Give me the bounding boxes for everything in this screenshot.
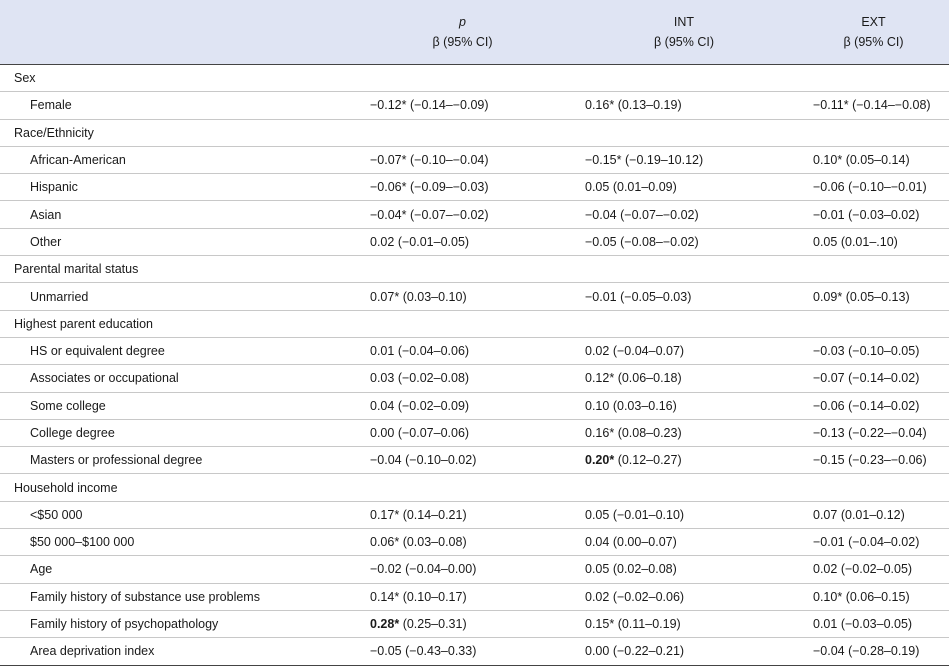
row-label: Age: [30, 562, 53, 577]
cell: [570, 283, 798, 310]
estimate: 0.05: [585, 180, 610, 195]
cell: [355, 638, 570, 665]
confidence-interval: (−0.23–−0.06): [848, 453, 927, 468]
table-row: [0, 638, 949, 665]
confidence-interval: (0.00–0.07): [612, 535, 677, 550]
cell: [570, 447, 798, 474]
header-sub-p: β (95% CI): [432, 35, 493, 49]
table-row: [0, 392, 949, 419]
confidence-interval: (−0.02–0.08): [397, 371, 470, 386]
cell: [798, 529, 949, 556]
cell: [355, 310, 570, 337]
estimate: 0.05: [813, 234, 838, 249]
estimate: 0.04: [370, 398, 395, 413]
estimate: 0.09*: [813, 289, 843, 304]
table-row: [0, 337, 949, 364]
confidence-interval: (−0.05–0.03): [620, 289, 692, 304]
estimate: 0.06*: [370, 535, 400, 550]
estimate: 0.00: [585, 644, 610, 659]
cell: [355, 201, 570, 228]
cell: [570, 474, 798, 501]
cell: [355, 583, 570, 610]
confidence-interval: (0.05–0.13): [845, 289, 910, 304]
confidence-interval: (−0.10–0.05): [848, 344, 920, 359]
cell: [798, 119, 949, 146]
estimate: −0.06: [813, 180, 845, 195]
estimate: −0.07*: [370, 153, 407, 168]
confidence-interval: (−0.04–0.07): [612, 344, 685, 359]
estimate: 0.00: [370, 426, 395, 440]
confidence-interval: (0.12–0.27): [617, 453, 682, 468]
cell: [798, 638, 949, 665]
estimate: −0.02: [370, 562, 402, 577]
confidence-interval: (−0.07–0.06): [397, 426, 470, 440]
cell: [355, 529, 570, 556]
estimate: −0.05: [370, 644, 402, 659]
estimate: −0.06*: [370, 180, 407, 195]
estimate: −0.01: [813, 535, 845, 550]
estimate: 0.16*: [585, 98, 615, 113]
estimate: −0.04: [585, 207, 617, 222]
header-col-ext: EXT: [861, 15, 886, 29]
header-sub-ext: β (95% CI): [843, 35, 904, 49]
estimate: 0.02: [813, 562, 838, 577]
header-sub-int: β (95% CI): [654, 35, 714, 49]
confidence-interval: (−0.43–0.33): [405, 644, 477, 659]
confidence-interval: (0.08–0.23): [617, 426, 682, 440]
cell: [570, 419, 798, 446]
estimate: 0.10*: [813, 589, 843, 604]
table-row: [0, 529, 949, 556]
cell: [570, 638, 798, 665]
row-label: <$50 000: [30, 507, 83, 522]
cell: [570, 365, 798, 392]
estimate: 0.05: [585, 562, 610, 577]
row-label: Family history of psychopathology: [30, 617, 219, 632]
confidence-interval: (−0.14–−0.09): [409, 98, 489, 113]
confidence-interval: (−0.10–−0.01): [848, 180, 927, 195]
header-col-p: p: [459, 15, 466, 29]
cell: [355, 556, 570, 583]
confidence-interval: (−0.14–−0.08): [852, 98, 931, 113]
confidence-interval: (−0.01–0.05): [397, 234, 470, 249]
cell: [570, 92, 798, 119]
estimate: −0.15: [813, 453, 845, 468]
estimate: 0.01: [813, 617, 838, 632]
row-label: Asian: [30, 207, 62, 222]
estimate: −0.11*: [813, 98, 849, 113]
group-row: [0, 310, 949, 337]
estimate: 0.28*: [370, 617, 400, 632]
estimate: 0.02: [585, 344, 610, 359]
cell: [355, 228, 570, 255]
confidence-interval: (0.03–0.10): [402, 289, 467, 304]
cell: [570, 174, 798, 201]
estimate: −0.15*: [585, 153, 622, 168]
estimate: −0.04: [370, 453, 402, 468]
cell: [798, 146, 949, 173]
row-label: African-American: [30, 153, 126, 168]
confidence-interval: (0.01–.10): [840, 234, 898, 249]
group-row: [0, 65, 949, 92]
group-label: Highest parent education: [14, 316, 153, 331]
cell: [798, 256, 949, 283]
cell: [798, 174, 949, 201]
group-label: Race/Ethnicity: [14, 125, 94, 140]
table-row: [0, 583, 949, 610]
confidence-interval: (−0.22–0.21): [612, 644, 685, 659]
estimate: −0.12*: [370, 98, 407, 113]
cell: [798, 283, 949, 310]
table-row: [0, 447, 949, 474]
estimate: −0.06: [813, 398, 845, 413]
estimate: 0.10*: [813, 153, 843, 168]
cell: [798, 501, 949, 528]
group-label: Parental marital status: [14, 262, 139, 277]
confidence-interval: (−0.22–−0.04): [848, 426, 927, 440]
estimate: −0.03: [813, 344, 845, 359]
table-row: [0, 365, 949, 392]
row-label: Masters or professional degree: [30, 453, 203, 468]
row-label: Female: [30, 98, 72, 113]
confidence-interval: (0.10–0.17): [402, 589, 467, 604]
cell: [355, 447, 570, 474]
confidence-interval: (−0.10–0.02): [405, 453, 477, 468]
estimate: 0.07*: [370, 289, 400, 304]
row-label: Hispanic: [30, 180, 78, 195]
cell: [798, 556, 949, 583]
cell: [355, 392, 570, 419]
cell: [355, 610, 570, 637]
group-row: [0, 474, 949, 501]
cell: [570, 501, 798, 528]
confidence-interval: (−0.14–0.02): [848, 398, 920, 413]
confidence-interval: (−0.09–−0.03): [409, 180, 489, 195]
table-row: [0, 228, 949, 255]
confidence-interval: (0.01–0.09): [612, 180, 677, 195]
row-label: College degree: [30, 426, 115, 440]
row-label: HS or equivalent degree: [30, 344, 165, 359]
table-row: [0, 174, 949, 201]
cell: [798, 610, 949, 637]
confidence-interval: (−0.28–0.19): [848, 644, 920, 659]
header-col-int: INT: [673, 15, 695, 29]
group-label: Sex: [14, 71, 36, 86]
cell: [798, 337, 949, 364]
cell: [355, 419, 570, 446]
header-blank: [0, 0, 355, 32]
confidence-interval: (0.06–0.15): [845, 589, 910, 604]
cell: [355, 365, 570, 392]
estimate: 0.10: [585, 398, 610, 413]
cell: [798, 310, 949, 337]
table-row: [0, 201, 949, 228]
table-row: [0, 146, 949, 173]
cell: [355, 65, 570, 92]
cell: [570, 228, 798, 255]
row-label: Family history of substance use problems: [30, 589, 260, 604]
cell: [798, 474, 949, 501]
table-row: [0, 92, 949, 119]
estimate: 0.05: [585, 507, 610, 522]
confidence-interval: (0.25–0.31): [402, 617, 467, 632]
table-body: [0, 65, 949, 666]
cell: [355, 256, 570, 283]
table-row: [0, 283, 949, 310]
estimate: 0.03: [370, 371, 395, 386]
confidence-interval: (−0.02–0.05): [840, 562, 913, 577]
estimate: −0.07: [813, 371, 845, 386]
cell: [570, 556, 798, 583]
confidence-interval: (0.02–0.08): [612, 562, 677, 577]
confidence-interval: (0.06–0.18): [617, 371, 682, 386]
estimate: −0.05: [585, 234, 617, 249]
confidence-interval: (−0.19–10.12): [624, 153, 704, 168]
cell: [570, 119, 798, 146]
cell: [570, 392, 798, 419]
row-label: Associates or occupational: [30, 371, 179, 386]
estimate: 0.16*: [585, 426, 615, 440]
group-row: [0, 119, 949, 146]
cell: [798, 365, 949, 392]
estimate: 0.02: [585, 589, 610, 604]
confidence-interval: (−0.10–−0.04): [409, 153, 489, 168]
table-header: [0, 0, 949, 65]
cell: [570, 256, 798, 283]
cell: [355, 119, 570, 146]
cell: [798, 92, 949, 119]
cell: [570, 337, 798, 364]
confidence-interval: (0.01–0.12): [840, 507, 905, 522]
table-row: [0, 610, 949, 637]
cell: [570, 201, 798, 228]
estimate: 0.12*: [585, 371, 615, 386]
cell: [355, 337, 570, 364]
confidence-interval: (−0.07–−0.02): [620, 207, 699, 222]
confidence-interval: (0.03–0.16): [612, 398, 677, 413]
estimate: −0.01: [585, 289, 617, 304]
estimate: 0.07: [813, 507, 838, 522]
cell: [355, 174, 570, 201]
cell: [355, 474, 570, 501]
cell: [570, 610, 798, 637]
estimate: 0.04: [585, 535, 610, 550]
confidence-interval: (−0.03–0.05): [840, 617, 913, 632]
group-row: [0, 256, 949, 283]
confidence-interval: (−0.02–0.06): [612, 589, 685, 604]
confidence-interval: (−0.14–0.02): [848, 371, 920, 386]
cell: [570, 529, 798, 556]
confidence-interval: (−0.04–0.06): [397, 344, 470, 359]
estimate: 0.01: [370, 344, 395, 359]
cell: [355, 283, 570, 310]
cell: [355, 92, 570, 119]
estimate: 0.15*: [585, 617, 615, 632]
table-row: [0, 501, 949, 528]
cell: [570, 146, 798, 173]
confidence-interval: (0.05–0.14): [845, 153, 910, 168]
cell: [798, 447, 949, 474]
estimate: −0.04: [813, 644, 845, 659]
cell: [355, 146, 570, 173]
confidence-interval: (0.11–0.19): [617, 617, 681, 632]
cell: [570, 310, 798, 337]
confidence-interval: (0.03–0.08): [402, 535, 467, 550]
cell: [798, 65, 949, 92]
table-row: [0, 556, 949, 583]
confidence-interval: (−0.04–0.00): [405, 562, 477, 577]
row-label: $50 000–$100 000: [30, 535, 135, 550]
cell: [355, 501, 570, 528]
confidence-interval: (−0.01–0.10): [612, 507, 685, 522]
cell: [570, 583, 798, 610]
cell: [798, 201, 949, 228]
table-row: [0, 419, 949, 446]
estimate: 0.20*: [585, 453, 615, 468]
confidence-interval: (0.14–0.21): [402, 507, 467, 522]
header-blank-sub: [0, 32, 355, 65]
estimate: 0.02: [370, 234, 395, 249]
row-label: Area deprivation index: [30, 644, 155, 659]
cell: [798, 392, 949, 419]
confidence-interval: (0.13–0.19): [617, 98, 682, 113]
estimate: 0.14*: [370, 589, 400, 604]
confidence-interval: (−0.03–0.02): [848, 207, 920, 222]
estimate: 0.17*: [370, 507, 400, 522]
row-label: Other: [30, 234, 62, 249]
confidence-interval: (−0.04–0.02): [848, 535, 920, 550]
estimate: −0.13: [813, 426, 845, 440]
estimate: −0.01: [813, 207, 845, 222]
row-label: Some college: [30, 398, 106, 413]
row-label: Unmarried: [30, 289, 89, 304]
cell: [798, 583, 949, 610]
cell: [570, 65, 798, 92]
confidence-interval: (−0.07–−0.02): [409, 207, 489, 222]
cell: [798, 228, 949, 255]
confidence-interval: (−0.02–0.09): [397, 398, 470, 413]
estimate: −0.04*: [370, 207, 407, 222]
confidence-interval: (−0.08–−0.02): [620, 234, 699, 249]
cell: [798, 419, 949, 446]
group-label: Household income: [14, 480, 118, 495]
